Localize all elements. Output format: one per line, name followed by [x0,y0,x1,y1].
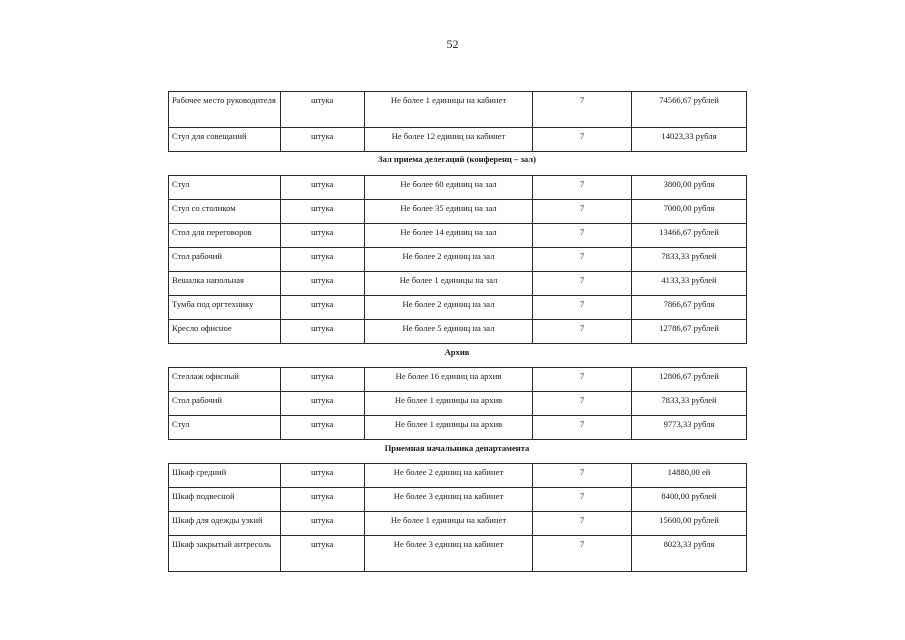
quantity-limit: Не более 2 единиц на кабинет [365,464,533,488]
item-name: Рабочее место руководителя [169,92,281,128]
quantity-limit: Не более 60 единиц на зал [365,176,533,200]
service-life: 7 [533,224,632,248]
service-life: 7 [533,392,632,416]
table-row [169,416,747,440]
item-name: Стол для переговоров [169,224,281,248]
service-life: 7 [533,92,632,128]
price: 8400,00 рублей [632,488,747,512]
quantity-limit: Не более 35 единиц на зал [365,200,533,224]
table-row [169,512,747,536]
table-row [169,272,747,296]
unit: штука [281,248,365,272]
furniture-table-archive [168,367,747,440]
table-row [169,320,747,344]
item-name: Кресло офисное [169,320,281,344]
service-life: 7 [533,488,632,512]
price: 3800,00 рубля [632,176,747,200]
item-name: Шкаф закрытый антресоль [169,536,281,572]
section-title: Архив [444,347,470,357]
service-life: 7 [533,200,632,224]
price: 7833,33 рублей [632,248,747,272]
item-name: Вешалка напольная [169,272,281,296]
service-life: 7 [533,176,632,200]
unit: штука [281,464,365,488]
quantity-limit: Не более 1 единицы на кабинет [365,512,533,536]
price: 15600,00 рублей [632,512,747,536]
item-name: Стул [169,416,281,440]
service-life: 7 [533,464,632,488]
table-row [169,176,747,200]
table-row [169,296,747,320]
quantity-limit: Не более 14 единиц на зал [365,224,533,248]
table-row [169,488,747,512]
table-row [169,248,747,272]
price: 12786,67 рублей [632,320,747,344]
unit: штука [281,200,365,224]
table-row [169,536,747,572]
service-life: 7 [533,368,632,392]
service-life: 7 [533,320,632,344]
unit: штука [281,488,365,512]
unit: штука [281,272,365,296]
table-row [169,464,747,488]
table-row [169,200,747,224]
unit: штука [281,224,365,248]
quantity-limit: Не более 2 единиц на зал [365,296,533,320]
unit: штука [281,176,365,200]
unit: штука [281,392,365,416]
item-name: Шкаф подвесной [169,488,281,512]
table-row [169,368,747,392]
price: 13466,67 рублей [632,224,747,248]
table-row [169,224,747,248]
item-name: Стул со столиком [169,200,281,224]
quantity-limit: Не более 1 единицы на кабинет [365,92,533,128]
service-life: 7 [533,248,632,272]
quantity-limit: Не более 12 единиц на кабинет [365,128,533,152]
item-name: Стеллаж офисный [169,368,281,392]
section-title: Зал приема делегаций (конференц – зал) [378,154,536,164]
item-name: Тумба под оргтехнику [169,296,281,320]
price: 14023,33 рубля [632,128,747,152]
section-title: Приемная начальника департамента [384,443,530,453]
table-row [169,392,747,416]
quantity-limit: Не более 1 единицы на архив [365,416,533,440]
price: 7000,00 рубля [632,200,747,224]
unit: штука [281,128,365,152]
quantity-limit: Не более 16 единиц на архив [365,368,533,392]
item-name: Шкаф средний [169,464,281,488]
service-life: 7 [533,272,632,296]
price: 7866,67 рубля [632,296,747,320]
service-life: 7 [533,128,632,152]
price: 8023,33 рубля [632,536,747,572]
price: 14880,00 ей [632,464,747,488]
item-name: Стул [169,176,281,200]
service-life: 7 [533,296,632,320]
quantity-limit: Не более 2 единиц на зал [365,248,533,272]
unit: штука [281,296,365,320]
page-number: 52 [446,37,459,51]
item-name: Стул для совещаний [169,128,281,152]
unit: штука [281,92,365,128]
item-name: Шкаф для одежды узкий [169,512,281,536]
service-life: 7 [533,512,632,536]
table-row [169,128,747,152]
unit: штука [281,512,365,536]
price: 12806,67 рублей [632,368,747,392]
service-life: 7 [533,536,632,572]
item-name: Стол рабочий [169,248,281,272]
furniture-table-conference-hall [168,175,747,344]
unit: штука [281,320,365,344]
quantity-limit: Не более 1 единицы на зал [365,272,533,296]
unit: штука [281,368,365,392]
service-life: 7 [533,416,632,440]
furniture-table-cabinet [168,91,747,152]
unit: штука [281,536,365,572]
quantity-limit: Не более 5 единиц на зал [365,320,533,344]
quantity-limit: Не более 3 единиц на кабинет [365,536,533,572]
unit: штука [281,416,365,440]
item-name: Стол рабочий [169,392,281,416]
price: 74566,67 рублей [632,92,747,128]
quantity-limit: Не более 3 единиц на кабинет [365,488,533,512]
price: 7833,33 рублей [632,392,747,416]
quantity-limit: Не более 1 единицы на архив [365,392,533,416]
price: 4133,33 рублей [632,272,747,296]
table-row [169,92,747,128]
price: 9773,33 рубля [632,416,747,440]
furniture-table-reception [168,463,747,572]
